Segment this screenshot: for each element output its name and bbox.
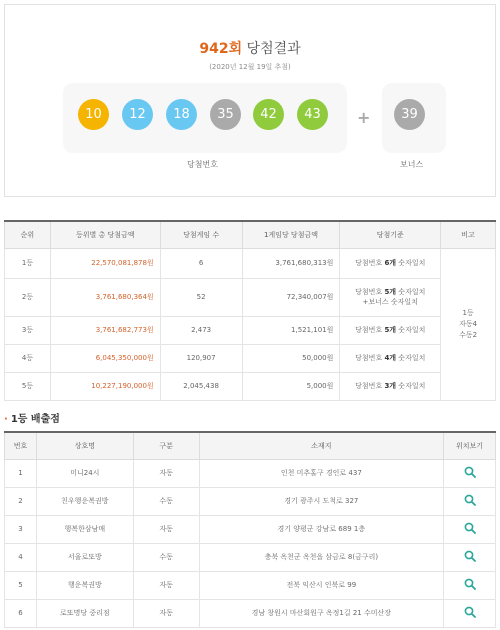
bonus-ball: 39 bbox=[394, 99, 425, 130]
draw-title bbox=[5, 38, 495, 58]
plus-sign: + bbox=[357, 108, 371, 127]
store-address: 인천 미추홀구 경인로 437 bbox=[199, 459, 443, 487]
header-type: 구분 bbox=[133, 432, 199, 459]
first-prize-stores-title: · 1등 배출점 bbox=[4, 414, 60, 425]
store-number: 6 bbox=[5, 599, 37, 627]
header-rank: 순위 bbox=[5, 221, 51, 248]
prize-row bbox=[5, 278, 496, 316]
store-number: 5 bbox=[5, 571, 37, 599]
store-row bbox=[5, 459, 496, 487]
prize-games: 6 bbox=[160, 248, 242, 278]
store-number: 1 bbox=[5, 459, 37, 487]
view-location-button[interactable] bbox=[444, 487, 496, 515]
prize-total: 10,227,190,000원 bbox=[50, 372, 160, 400]
header-total-prize: 등위별 총 당첨금액 bbox=[50, 221, 160, 248]
view-location-button[interactable] bbox=[444, 515, 496, 543]
prize-criteria: 당첨번호 3개 숫자일치 bbox=[340, 372, 441, 400]
prize-rank: 5등 bbox=[5, 372, 51, 400]
header-note: 비고 bbox=[441, 221, 496, 248]
prize-per-game: 3,761,680,313원 bbox=[242, 248, 340, 278]
prize-total: 3,761,680,364원 bbox=[50, 278, 160, 316]
first-prize-stores-table bbox=[4, 431, 496, 628]
prize-criteria: 당첨번호 5개 숫자일치 +보너스 숫자일치 bbox=[340, 278, 441, 316]
draw-result-panel bbox=[4, 4, 496, 197]
search-icon[interactable] bbox=[464, 550, 476, 562]
prize-total: 22,570,081,878원 bbox=[50, 248, 160, 278]
prize-games: 2,045,438 bbox=[160, 372, 242, 400]
store-type: 자동 bbox=[133, 515, 199, 543]
store-name: 서울로또방 bbox=[36, 543, 133, 571]
view-location-button[interactable] bbox=[444, 543, 496, 571]
store-row bbox=[5, 571, 496, 599]
prize-rank: 2등 bbox=[5, 278, 51, 316]
winning-ball-6: 43 bbox=[297, 99, 328, 130]
bonus-label: 보너스 bbox=[400, 160, 424, 169]
prize-total: 3,761,682,773원 bbox=[50, 316, 160, 344]
header-store-name: 상호명 bbox=[36, 432, 133, 459]
store-row bbox=[5, 543, 496, 571]
prize-rank: 4등 bbox=[5, 344, 51, 372]
prize-games: 52 bbox=[160, 278, 242, 316]
store-name: 행복한삼남매 bbox=[36, 515, 133, 543]
prize-row bbox=[5, 344, 496, 372]
prize-criteria: 당첨번호 5개 숫자일치 bbox=[340, 316, 441, 344]
header-prize-per-game: 1게임당 당첨금액 bbox=[242, 221, 340, 248]
winning-ball-5: 42 bbox=[253, 99, 284, 130]
view-location-button[interactable] bbox=[444, 459, 496, 487]
store-type: 수동 bbox=[133, 543, 199, 571]
prize-table-header bbox=[5, 221, 496, 248]
search-icon[interactable] bbox=[464, 522, 476, 534]
round-number: 942회 bbox=[199, 41, 243, 57]
prize-criteria: 당첨번호 4개 숫자일치 bbox=[340, 344, 441, 372]
store-address: 경기 양평군 강남로 689 1층 bbox=[199, 515, 443, 543]
prize-games: 120,907 bbox=[160, 344, 242, 372]
search-icon[interactable] bbox=[464, 578, 476, 590]
prize-rank: 1등 bbox=[5, 248, 51, 278]
store-name: 미니24시 bbox=[36, 459, 133, 487]
store-address: 경기 광주시 도척로 327 bbox=[199, 487, 443, 515]
search-icon[interactable] bbox=[464, 606, 476, 618]
prize-table bbox=[4, 220, 496, 401]
prize-games: 2,473 bbox=[160, 316, 242, 344]
header-criteria: 당첨기준 bbox=[340, 221, 441, 248]
store-address: 경남 창원시 마산회원구 옥정1길 21 수미산장 bbox=[199, 599, 443, 627]
store-address: 충북 옥천군 옥천읍 삼금로 8(금구리) bbox=[199, 543, 443, 571]
prize-total: 6,045,350,000원 bbox=[50, 344, 160, 372]
store-type: 자동 bbox=[133, 599, 199, 627]
store-number: 2 bbox=[5, 487, 37, 515]
store-name: 행운복권방 bbox=[36, 571, 133, 599]
store-row bbox=[5, 487, 496, 515]
store-type: 자동 bbox=[133, 459, 199, 487]
store-number: 3 bbox=[5, 515, 37, 543]
prize-criteria: 당첨번호 6개 숫자일치 bbox=[340, 248, 441, 278]
search-icon[interactable] bbox=[464, 494, 476, 506]
header-winning-games: 당첨게임 수 bbox=[160, 221, 242, 248]
prize-per-game: 1,521,101원 bbox=[242, 316, 340, 344]
store-type: 자동 bbox=[133, 571, 199, 599]
prize-per-game: 50,000원 bbox=[242, 344, 340, 372]
header-number: 번호 bbox=[5, 432, 37, 459]
winning-ball-1: 10 bbox=[78, 99, 109, 130]
draw-title-suffix: 당첨결과 bbox=[246, 41, 301, 57]
store-name: 친우행운복권방 bbox=[36, 487, 133, 515]
winning-ball-2: 12 bbox=[122, 99, 153, 130]
prize-per-game: 5,000원 bbox=[242, 372, 340, 400]
view-location-button[interactable] bbox=[444, 599, 496, 627]
store-address: 전북 익산시 인북로 99 bbox=[199, 571, 443, 599]
stores-table-header bbox=[5, 432, 496, 459]
prize-row bbox=[5, 248, 496, 278]
prize-rank: 3등 bbox=[5, 316, 51, 344]
prize-row bbox=[5, 372, 496, 400]
store-name: 로또명당 중리점 bbox=[36, 599, 133, 627]
bullet-dot: · bbox=[4, 414, 8, 425]
prize-note: 1등 자동4 수동2 bbox=[441, 248, 496, 400]
store-type: 수동 bbox=[133, 487, 199, 515]
prize-row bbox=[5, 316, 496, 344]
draw-date: (2020년 12월 19일 추첨) bbox=[209, 63, 291, 71]
winning-ball-3: 18 bbox=[166, 99, 197, 130]
header-address: 소재지 bbox=[199, 432, 443, 459]
header-view-location: 위치보기 bbox=[444, 432, 496, 459]
view-location-button[interactable] bbox=[444, 571, 496, 599]
search-icon[interactable] bbox=[464, 466, 476, 478]
winning-numbers-label: 당첨번호 bbox=[187, 160, 218, 169]
prize-per-game: 72,340,007원 bbox=[242, 278, 340, 316]
winning-ball-4: 35 bbox=[210, 99, 241, 130]
store-number: 4 bbox=[5, 543, 37, 571]
store-row bbox=[5, 515, 496, 543]
store-row bbox=[5, 599, 496, 627]
